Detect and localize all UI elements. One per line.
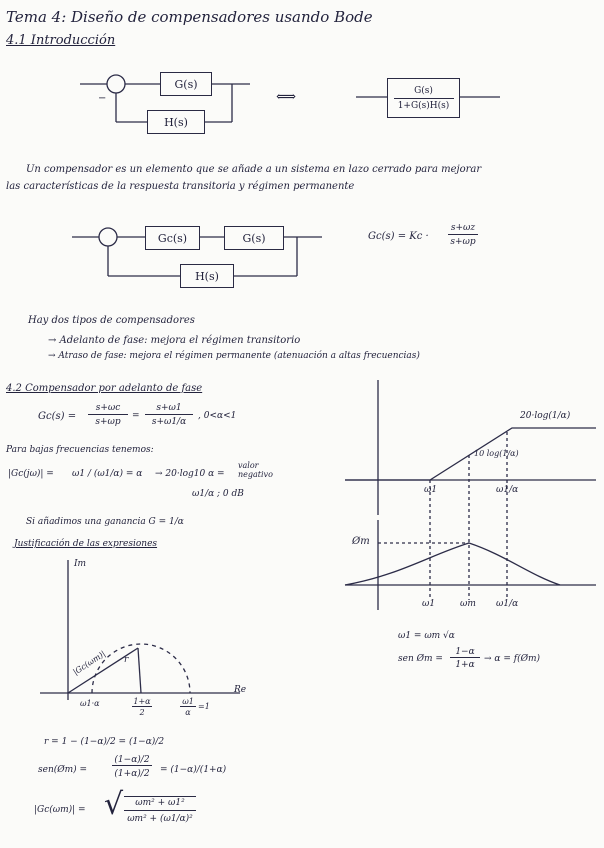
r-derivation: r = 1 − (1−α)/2 = (1−α)/2 [44, 737, 165, 747]
h-block: H(s) [147, 110, 205, 134]
section-41-heading: 4.1 Introducción [6, 33, 116, 48]
types-heading: Hay dos tipos de compensadores [28, 315, 195, 326]
gc-magnitude-num: ωm² + ω1² [124, 796, 196, 811]
frac1-num: s+ωc [88, 404, 128, 415]
bode-mag-label: 20·log(1/α) [520, 411, 571, 421]
polar-tick-1: ω1·α [80, 699, 100, 708]
gc-magnitude-left: |Gc(ωm)| = [34, 805, 86, 815]
gc-formula-num: s+ωz [448, 224, 478, 235]
gc-jw: |Gc(jω)| = [8, 469, 54, 479]
polar-tick-2-num: 1+α [133, 697, 151, 706]
sin-den: 1+α [455, 660, 475, 670]
sqrt-icon: √ [104, 787, 124, 822]
bode-w1-alpha: ω1/α [496, 485, 519, 495]
closed-loop-block [387, 78, 460, 118]
frac2-num: s+ω1 [145, 404, 193, 415]
gc-formula: Gc(s) = Kc · [368, 231, 429, 242]
bode-mag-curve [345, 428, 596, 480]
bode-w1-phase: ω1 [422, 599, 436, 609]
sin-num: 1−α [450, 648, 480, 658]
bode-slope-label: 10 log(1/α) [474, 449, 519, 458]
intro-line-2: las características de la respuesta transitoria y régimen permanente [6, 181, 355, 192]
closed-loop-num: G(s) [414, 85, 433, 96]
polar-tick-2-den: 2 [139, 708, 145, 717]
justification-heading: Justificación de las expresiones [14, 539, 158, 549]
bode-w1-alpha-phase: ω1/α [496, 599, 519, 609]
g-block-2: G(s) [224, 226, 284, 250]
h-block-2: H(s) [180, 264, 234, 288]
summing-junction [107, 75, 125, 93]
db-line: ω1/α ; 0 dB [192, 489, 244, 499]
intro-line-1: Un compensador es un elemento que se añade a un sistema en lazo cerrado para mejorar [26, 164, 482, 175]
sin-right: → α = f(Øm) [484, 654, 541, 664]
ratio: ω1 / (ω1/α) = α [72, 469, 143, 479]
sin-formula-left: sen Øm = [398, 654, 443, 664]
equivalence-icon: ⟺ [276, 89, 297, 105]
sen-den: (1+α)/2 [114, 769, 150, 779]
arrow-log: → 20·log10 α = [155, 469, 225, 479]
frac2-den: s+ω1/α [151, 417, 187, 427]
polar-re-label: Re [234, 685, 247, 695]
bode-w1: ω1 [424, 485, 438, 495]
gc-magnitude-den: ωm² + (ω1/α)² [127, 814, 193, 824]
types-item-2: → Atraso de fase: mejora el régimen permanente (atenuación a altas frecuencias) [48, 351, 420, 361]
gain-text: Si añadimos una ganancia G = 1/α [26, 517, 184, 527]
section-42-heading: 4.2 Compensador por adelanto de fase [6, 383, 203, 394]
equals-sign: = [132, 411, 140, 421]
low-freq-text: Para bajas frecuencias tenemos: [6, 445, 154, 455]
wm-formula: ω1 = ωm √α [398, 631, 455, 641]
closed-loop-den: 1+G(s)H(s) [397, 100, 450, 111]
polar-tick-3-suffix: =1 [198, 702, 210, 711]
sen-left: sen(Øm) = [38, 765, 88, 775]
bode-wm: ωm [460, 599, 476, 609]
sen-result: = (1−α)/(1+α) [160, 765, 227, 775]
polar-im-label: Im [74, 559, 87, 569]
gc-block: Gc(s) [145, 226, 200, 250]
minus-sign: − [98, 93, 107, 104]
page-title: Tema 4: Diseño de compensadores usando Bode [6, 8, 373, 26]
polar-tick-3-num: ω1 [180, 698, 196, 707]
polar-r-label: r [124, 655, 129, 665]
gc-formula-den: s+ωp [450, 237, 476, 247]
types-item-1: → Adelanto de fase: mejora el régimen transitorio [48, 335, 301, 346]
bode-phi-m: Øm [352, 536, 370, 547]
frac1-den: s+ωp [95, 417, 121, 427]
alpha-range: , 0<α<1 [198, 411, 237, 421]
gc-def: Gc(s) = [38, 411, 77, 422]
polar-tick-3-den: α [185, 708, 191, 717]
sen-num: (1−α)/2 [112, 756, 152, 766]
note-negative: valor negativo [238, 461, 273, 479]
g-block: G(s) [160, 72, 212, 96]
bode-phase-curve [345, 543, 560, 585]
polar-gc-label: |Gc(ωm)| [71, 649, 108, 677]
